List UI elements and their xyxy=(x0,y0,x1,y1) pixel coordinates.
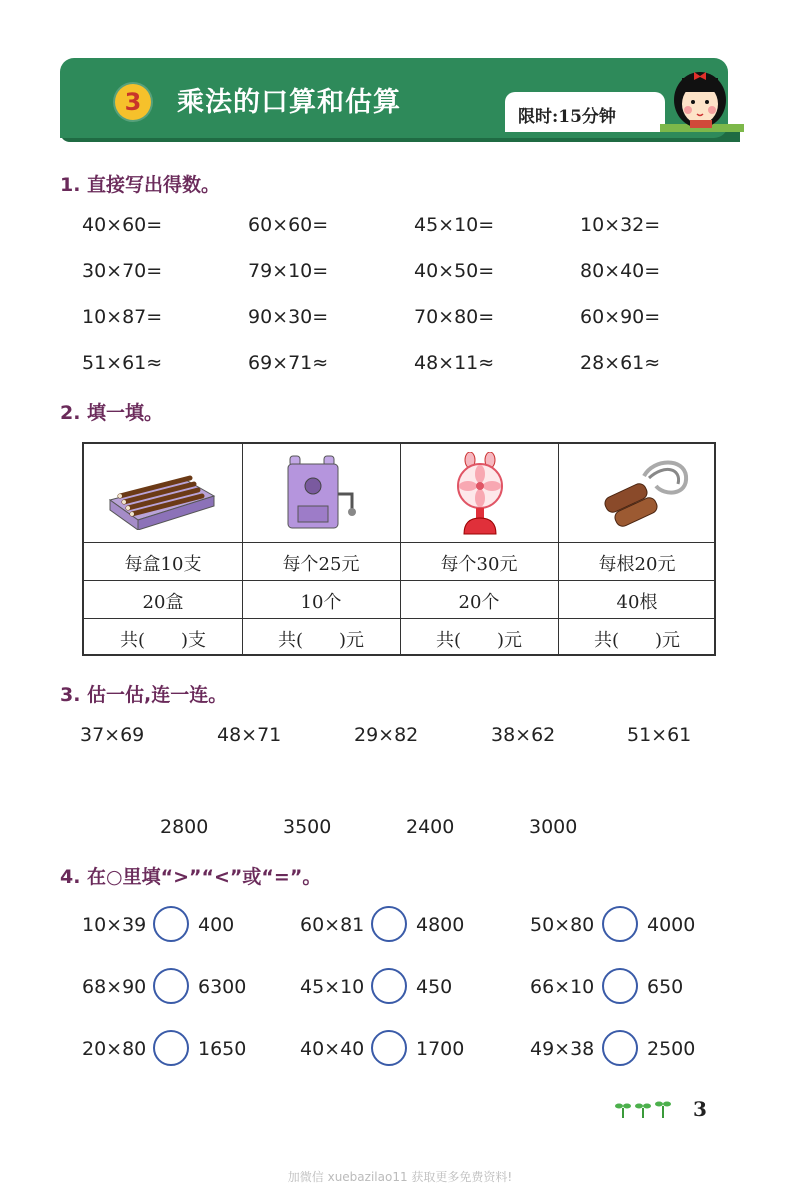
unit-price-cell: 每根20元 xyxy=(598,554,676,575)
fill-in-table xyxy=(82,442,716,656)
total-answer-cell[interactable]: 共( )元 xyxy=(435,630,523,651)
compare-right: 4000 xyxy=(647,914,696,936)
total-answer-cell[interactable]: 共( )元 xyxy=(593,630,681,651)
compare-left: 10×39 xyxy=(82,914,147,936)
compare-circle[interactable] xyxy=(371,968,407,1004)
compare-circle[interactable] xyxy=(153,968,189,1004)
estimate-expression: 48×11≈ xyxy=(414,352,495,374)
estimate-result[interactable]: 3500 xyxy=(283,816,332,838)
footer-watermark: 加微信 xuebazilao11 获取更多免费资料! xyxy=(287,1170,513,1184)
table-divider xyxy=(242,444,243,654)
table-divider xyxy=(558,444,559,654)
calc-expression: 70×80= xyxy=(414,306,495,328)
quantity-cell: 10个 xyxy=(300,592,342,613)
compare-circle[interactable] xyxy=(153,1030,189,1066)
estimate-expression[interactable]: 48×71 xyxy=(217,724,282,746)
calc-expression: 10×87= xyxy=(82,306,163,328)
estimate-result[interactable]: 2800 xyxy=(160,816,209,838)
compare-left: 45×10 xyxy=(300,976,365,998)
section-2-title: 2. 填一填。 xyxy=(60,402,164,424)
calc-expression: 40×50= xyxy=(414,260,495,282)
quantity-cell: 20个 xyxy=(458,592,500,613)
estimate-expression[interactable]: 38×62 xyxy=(491,724,556,746)
compare-right: 650 xyxy=(647,976,684,998)
estimate-expression[interactable]: 37×69 xyxy=(80,724,145,746)
compare-right: 4800 xyxy=(416,914,465,936)
page-number: 3 xyxy=(693,1097,707,1121)
unit-price-cell: 每盒10支 xyxy=(124,554,202,575)
compare-right: 1700 xyxy=(416,1038,465,1060)
compare-left: 68×90 xyxy=(82,976,147,998)
section-4-title: 4. 在○里填“>”“<”或“=”。 xyxy=(60,866,322,888)
pencil-sharpener-icon xyxy=(284,454,364,534)
calc-expression: 79×10= xyxy=(248,260,329,282)
calc-expression: 90×30= xyxy=(248,306,329,328)
calc-expression: 80×40= xyxy=(580,260,661,282)
calc-expression: 30×70= xyxy=(82,260,163,282)
calc-expression: 10×32= xyxy=(580,214,661,236)
total-answer-cell[interactable]: 共( )元 xyxy=(277,630,365,651)
compare-right: 1650 xyxy=(198,1038,247,1060)
calc-expression: 40×60= xyxy=(82,214,163,236)
table-divider xyxy=(84,618,714,619)
total-answer-cell[interactable]: 共( )支 xyxy=(119,630,207,651)
compare-right: 2500 xyxy=(647,1038,696,1060)
table-divider xyxy=(400,444,401,654)
calc-expression: 60×90= xyxy=(580,306,661,328)
electric-fan-icon xyxy=(450,452,510,536)
compare-right: 6300 xyxy=(198,976,247,998)
estimate-expression: 51×61≈ xyxy=(82,352,163,374)
unit-price-cell: 每个30元 xyxy=(440,554,518,575)
estimate-expression: 28×61≈ xyxy=(580,352,661,374)
compare-circle[interactable] xyxy=(371,1030,407,1066)
table-divider xyxy=(84,542,714,543)
section-3-title: 3. 估一估,连一连。 xyxy=(60,684,228,706)
section-1-title: 1. 直接写出得数。 xyxy=(60,174,221,196)
lesson-title: 乘法的口算和估算 xyxy=(177,87,401,118)
compare-circle[interactable] xyxy=(602,1030,638,1066)
lesson-number-badge: 3 xyxy=(115,84,151,120)
pencil-box-icon xyxy=(106,460,218,530)
compare-left: 49×38 xyxy=(530,1038,595,1060)
compare-circle[interactable] xyxy=(371,906,407,942)
sprout-decoration-icon xyxy=(615,1098,677,1120)
quantity-cell: 20盒 xyxy=(142,592,184,613)
estimate-expression: 69×71≈ xyxy=(248,352,329,374)
compare-left: 20×80 xyxy=(82,1038,147,1060)
compare-circle[interactable] xyxy=(602,906,638,942)
estimate-result[interactable]: 2400 xyxy=(406,816,455,838)
compare-left: 60×81 xyxy=(300,914,365,936)
time-limit-label: 限时:15分钟 xyxy=(518,107,616,127)
jump-rope-icon xyxy=(594,456,694,536)
unit-price-cell: 每个25元 xyxy=(282,554,360,575)
estimate-expression[interactable]: 29×82 xyxy=(354,724,419,746)
girl-mascot-icon xyxy=(660,58,744,140)
quantity-cell: 40根 xyxy=(616,592,658,613)
compare-circle[interactable] xyxy=(153,906,189,942)
compare-left: 40×40 xyxy=(300,1038,365,1060)
calc-expression: 60×60= xyxy=(248,214,329,236)
compare-right: 400 xyxy=(198,914,235,936)
compare-right: 450 xyxy=(416,976,453,998)
compare-circle[interactable] xyxy=(602,968,638,1004)
estimate-result[interactable]: 3000 xyxy=(529,816,578,838)
estimate-expression[interactable]: 51×61 xyxy=(627,724,692,746)
calc-expression: 45×10= xyxy=(414,214,495,236)
compare-left: 66×10 xyxy=(530,976,595,998)
table-divider xyxy=(84,580,714,581)
compare-left: 50×80 xyxy=(530,914,595,936)
